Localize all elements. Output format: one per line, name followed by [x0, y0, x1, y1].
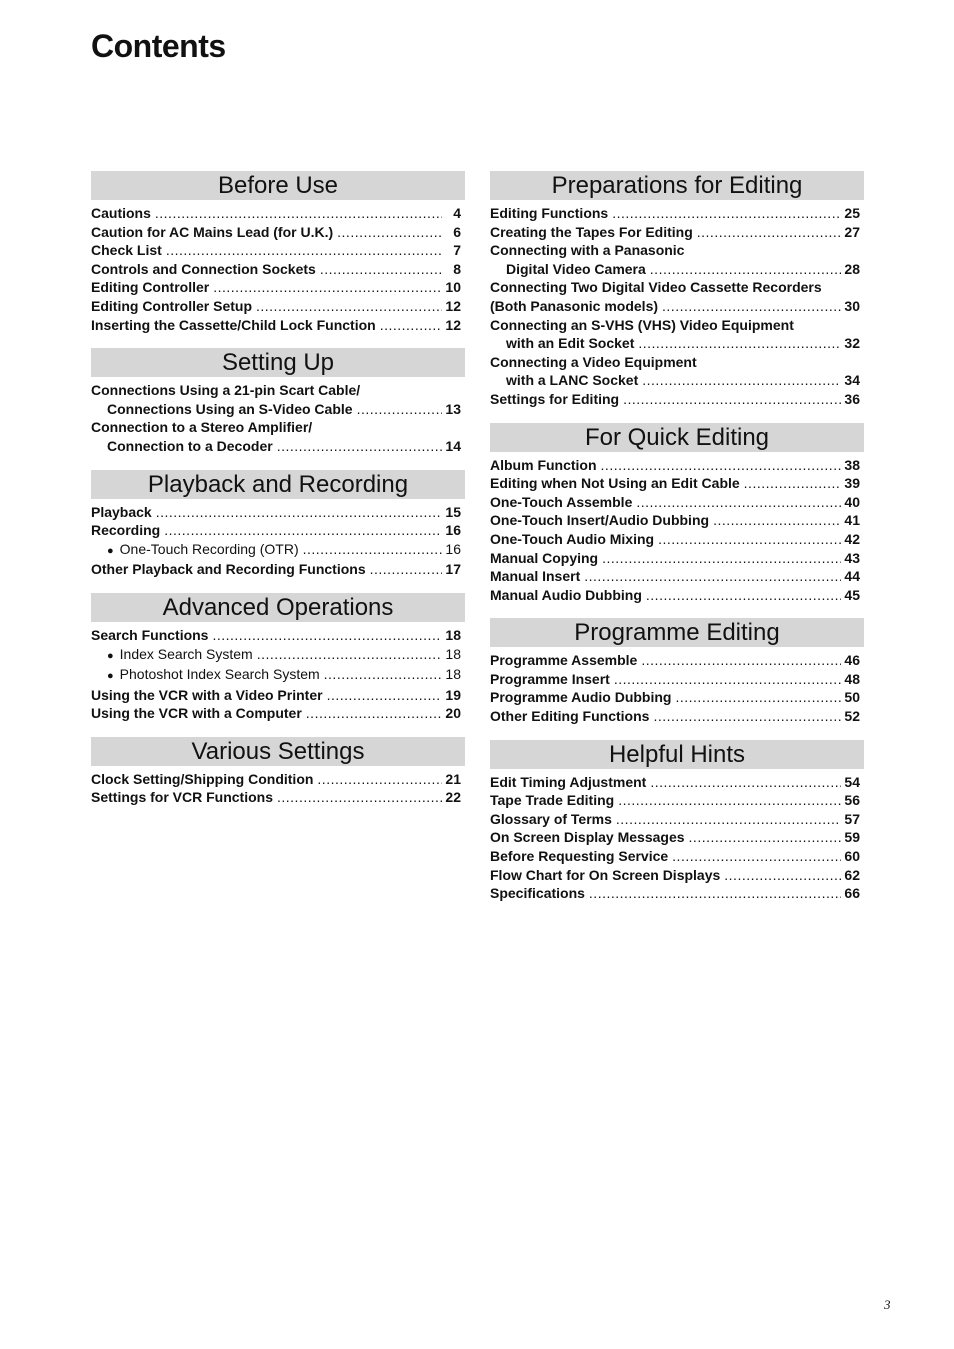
- toc-entry[interactable]: [490, 493, 860, 512]
- toc-entry[interactable]: [490, 223, 860, 242]
- toc-entry[interactable]: [490, 456, 860, 475]
- section-heading: Playback and Recording: [91, 470, 465, 499]
- toc-entry[interactable]: [490, 884, 860, 903]
- dot-leader: [306, 704, 442, 723]
- section-heading: Before Use: [91, 171, 465, 200]
- section-entries: [490, 204, 864, 409]
- dot-leader: [614, 670, 841, 689]
- toc-page-number: 66: [844, 885, 860, 902]
- dot-leader: [650, 773, 841, 792]
- toc-entry-label: Settings for VCR Functions: [91, 789, 273, 806]
- toc-entry-label: Manual Copying: [490, 549, 599, 566]
- toc-entry[interactable]: [91, 381, 461, 418]
- toc-entry-label-line1: Connections Using a 21-pin Scart Cable/: [91, 382, 361, 399]
- toc-section: [490, 423, 864, 605]
- toc-page-number: 52: [844, 708, 860, 725]
- toc-entry[interactable]: [490, 390, 860, 409]
- toc-entry[interactable]: [91, 521, 461, 540]
- toc-entry-label: Flow Chart for On Screen Displays: [490, 866, 721, 883]
- dot-leader: [672, 847, 841, 866]
- toc-page-number: 7: [453, 242, 461, 259]
- dot-leader: [642, 371, 841, 390]
- toc-entry-label-line1: Connecting an S-VHS (VHS) Video Equipment: [490, 316, 794, 333]
- toc-section: [91, 593, 465, 723]
- dot-leader: [662, 297, 841, 316]
- section-heading: Preparations for Editing: [490, 171, 864, 200]
- toc-section: [91, 348, 465, 455]
- toc-entry[interactable]: [490, 567, 860, 586]
- page-title: Contents: [91, 28, 226, 64]
- toc-entry[interactable]: [490, 511, 860, 530]
- toc-entry[interactable]: [490, 773, 860, 792]
- bullet-icon: ●: [107, 670, 114, 683]
- toc-entry-label: Clock Setting/Shipping Condition: [91, 770, 314, 787]
- toc-entry[interactable]: [490, 353, 860, 390]
- toc-entry-label: Cautions: [91, 205, 151, 221]
- toc-entry-label: Recording: [91, 522, 161, 539]
- toc-entry-label: Programme Audio Dubbing: [490, 689, 672, 706]
- section-heading: Advanced Operations: [91, 593, 465, 622]
- dot-leader: [164, 521, 442, 540]
- toc-entry-label-line1: Connection to a Stereo Amplifier/: [91, 419, 313, 436]
- dot-leader: [724, 866, 841, 885]
- toc-entry-label: Other Editing Functions: [490, 708, 650, 725]
- toc-entry[interactable]: [490, 828, 860, 847]
- toc-entry-label: On Screen Display Messages: [490, 829, 685, 846]
- toc-entry-label: Editing Controller: [91, 279, 210, 296]
- toc-entry-label-line1: Connecting a Video Equipment: [490, 353, 697, 370]
- toc-page-number: 34: [844, 372, 860, 389]
- toc-entry[interactable]: [490, 549, 860, 568]
- toc-entry-label: Check List: [91, 242, 162, 259]
- dot-leader: [337, 223, 442, 242]
- toc-entry[interactable]: [490, 204, 860, 223]
- toc-page-number: 15: [445, 503, 461, 520]
- toc-entry-label: One-Touch Audio Mixing: [490, 530, 655, 547]
- toc-entry[interactable]: [91, 503, 461, 522]
- right-column: [490, 171, 864, 917]
- toc-page-number: 16: [445, 540, 461, 557]
- dot-leader: [641, 651, 841, 670]
- dot-leader: [689, 828, 841, 847]
- left-column: [91, 171, 465, 821]
- dot-leader: [155, 204, 442, 223]
- toc-entry[interactable]: [91, 204, 461, 223]
- toc-entry-label: Album Function: [490, 456, 597, 473]
- toc-entry-label: Manual Audio Dubbing: [490, 586, 642, 603]
- section-entries: [490, 773, 864, 903]
- toc-page-number: 50: [844, 689, 860, 706]
- dot-leader: [697, 223, 841, 242]
- toc-entry-label: Editing when Not Using an Edit Cable: [490, 475, 740, 492]
- toc-entry[interactable]: [490, 707, 860, 726]
- toc-entry-label: Search Functions: [91, 626, 209, 643]
- toc-entry-label: Index Search System: [119, 645, 253, 662]
- toc-entry-label: Tape Trade Editing: [490, 792, 615, 809]
- toc-page-number: 10: [445, 279, 461, 296]
- toc-page-number: 22: [445, 789, 461, 806]
- toc-entry[interactable]: [490, 688, 860, 707]
- dot-leader: [212, 626, 442, 645]
- dot-leader: [156, 503, 442, 522]
- section-heading: Various Settings: [91, 737, 465, 766]
- dot-leader: [320, 260, 442, 279]
- toc-page-number: 28: [844, 260, 860, 277]
- dot-leader: [327, 686, 442, 705]
- toc-page-number: 8: [453, 260, 461, 277]
- toc-entry-label: One-Touch Recording (OTR): [119, 540, 299, 557]
- toc-page-number: 19: [445, 686, 461, 703]
- toc-page-number: 20: [445, 705, 461, 722]
- toc-entry[interactable]: [490, 651, 860, 670]
- toc-entry[interactable]: [91, 223, 461, 242]
- toc-entry[interactable]: [490, 810, 860, 829]
- toc-entry[interactable]: [490, 586, 860, 605]
- dot-leader: [303, 540, 442, 559]
- toc-entry[interactable]: [91, 560, 461, 579]
- toc-entry-label-line1: Connecting with a Panasonic: [490, 242, 685, 259]
- toc-entry-label: Inserting the Cassette/Child Lock Function: [91, 316, 376, 333]
- section-entries: [91, 204, 465, 334]
- toc-entry[interactable]: [490, 847, 860, 866]
- toc-entry-label: Connection to a Decoder: [107, 437, 273, 454]
- toc-page-number: 39: [844, 475, 860, 492]
- dot-leader: [616, 810, 841, 829]
- toc-entry-label: Specifications: [490, 885, 585, 902]
- dot-leader: [317, 770, 442, 789]
- toc-entry-label: Editing Controller Setup: [91, 297, 252, 314]
- toc-entry-label: One-Touch Assemble: [490, 493, 633, 510]
- section-heading: Programme Editing: [490, 618, 864, 647]
- toc-subentry[interactable]: [91, 645, 461, 666]
- dot-leader: [612, 204, 841, 223]
- dot-leader: [650, 260, 841, 279]
- dot-leader: [277, 788, 442, 807]
- toc-entry[interactable]: [91, 260, 461, 279]
- dot-leader: [744, 474, 841, 493]
- toc-entry-label: Settings for Editing: [490, 390, 620, 407]
- toc-page-number: 18: [445, 666, 461, 683]
- toc-entry-label: Caution for AC Mains Lead (for U.K.): [91, 223, 334, 240]
- toc-entry[interactable]: [490, 866, 860, 885]
- toc-section: [91, 737, 465, 807]
- toc-entry[interactable]: [91, 788, 461, 807]
- toc-page-number: 30: [844, 297, 860, 314]
- toc-entry[interactable]: [91, 418, 461, 455]
- toc-entry[interactable]: [490, 241, 860, 278]
- dot-leader: [646, 586, 841, 605]
- toc-page-number: 14: [445, 437, 461, 454]
- toc-section: [91, 171, 465, 334]
- toc-entry-label: Manual Insert: [490, 568, 581, 585]
- section-entries: [490, 456, 864, 605]
- page-number: 3: [884, 1297, 891, 1312]
- toc-entry[interactable]: [91, 686, 461, 705]
- toc-page-number: 54: [844, 773, 860, 790]
- dot-leader: [357, 400, 442, 419]
- toc-page-number: 12: [445, 297, 461, 314]
- toc-entry[interactable]: [490, 278, 860, 315]
- toc-entry-label: Playback: [91, 503, 152, 520]
- dot-leader: [380, 316, 442, 335]
- toc-page-number: 60: [844, 848, 860, 865]
- toc-entry-label: Programme Assemble: [490, 652, 638, 669]
- toc-entry[interactable]: [91, 316, 461, 335]
- dot-leader: [256, 297, 442, 316]
- toc-page-number: 21: [445, 770, 461, 787]
- section-heading: For Quick Editing: [490, 423, 864, 452]
- toc-section: [490, 618, 864, 725]
- toc-entry-label: Using the VCR with a Computer: [91, 705, 302, 722]
- toc-subentry[interactable]: [91, 665, 461, 686]
- toc-page-number: 12: [445, 316, 461, 333]
- toc-entry-label: Programme Insert: [490, 670, 610, 687]
- bullet-icon: ●: [107, 649, 114, 662]
- toc-entry-label: (Both Panasonic models): [490, 297, 659, 314]
- dot-leader: [658, 530, 841, 549]
- dot-leader: [653, 707, 841, 726]
- toc-entry-label: Using the VCR with a Video Printer: [91, 686, 323, 703]
- toc-entry[interactable]: [490, 316, 860, 353]
- dot-leader: [713, 511, 841, 530]
- toc-page-number: 46: [844, 652, 860, 669]
- toc-entry-label: Glossary of Terms: [490, 810, 612, 827]
- toc-entry-label: One-Touch Insert/Audio Dubbing: [490, 512, 710, 529]
- toc-section: [490, 171, 864, 409]
- toc-page-number: 18: [445, 645, 461, 662]
- section-entries: [91, 770, 465, 807]
- dot-leader: [675, 688, 841, 707]
- toc-page-number: 48: [844, 670, 860, 687]
- section-entries: [91, 503, 465, 579]
- toc-section: [490, 740, 864, 903]
- toc-page-number: 57: [844, 810, 860, 827]
- toc-page-number: 18: [445, 626, 461, 643]
- dot-leader: [257, 645, 442, 664]
- toc-entry[interactable]: [91, 704, 461, 723]
- dot-leader: [584, 567, 841, 586]
- toc-entry-label: Before Requesting Service: [490, 848, 669, 865]
- toc-page-number: 27: [844, 223, 860, 240]
- toc-entry[interactable]: [91, 241, 461, 260]
- toc-entry-label-line1: Connecting Two Digital Video Cassette Recorders: [490, 279, 822, 296]
- toc-page-number: 13: [445, 400, 461, 417]
- toc-entry[interactable]: [91, 626, 461, 645]
- section-entries: [91, 626, 465, 723]
- toc-section: [91, 470, 465, 579]
- toc-entry-label: Connections Using an S-Video Cable: [107, 400, 353, 417]
- toc-page-number: 59: [844, 829, 860, 846]
- dot-leader: [623, 390, 841, 409]
- dot-leader: [618, 791, 841, 810]
- dot-leader: [277, 437, 442, 456]
- toc-entry[interactable]: [91, 297, 461, 316]
- toc-page-number: 44: [844, 568, 860, 585]
- toc-entry[interactable]: [490, 474, 860, 493]
- toc-entry-label: Digital Video Camera: [506, 260, 646, 277]
- toc-page-number: 45: [844, 586, 860, 603]
- toc-entry-label: with an Edit Socket: [506, 335, 635, 352]
- toc-page-number: 43: [844, 549, 860, 566]
- toc-page-number: 25: [844, 205, 860, 221]
- dot-leader: [589, 884, 841, 903]
- toc-page-number: 6: [453, 223, 461, 240]
- section-entries: [91, 381, 465, 455]
- dot-leader: [602, 549, 841, 568]
- toc-entry[interactable]: [490, 670, 860, 689]
- section-heading: Setting Up: [91, 348, 465, 377]
- bullet-icon: ●: [107, 544, 114, 557]
- toc-entry[interactable]: [91, 770, 461, 789]
- toc-page-number: 56: [844, 792, 860, 809]
- section-entries: [490, 651, 864, 725]
- toc-page-number: 42: [844, 530, 860, 547]
- toc-page-number: 17: [445, 561, 461, 578]
- toc-entry-label: Editing Functions: [490, 205, 609, 221]
- toc-page-number: 32: [844, 335, 860, 352]
- toc-page-number: 40: [844, 493, 860, 510]
- toc-entry-label: with a LANC Socket: [506, 372, 639, 389]
- dot-leader: [213, 278, 442, 297]
- toc-page-number: 38: [844, 456, 860, 473]
- toc-page-number: 41: [844, 512, 860, 529]
- toc-entry-label: Other Playback and Recording Functions: [91, 561, 366, 578]
- toc-entry-label: Controls and Connection Sockets: [91, 260, 316, 277]
- dot-leader: [166, 241, 442, 260]
- toc-subentry[interactable]: [91, 540, 461, 561]
- dot-leader: [370, 560, 442, 579]
- toc-entry[interactable]: [91, 278, 461, 297]
- toc-entry-label: Edit Timing Adjustment: [490, 773, 647, 790]
- toc-entry[interactable]: [490, 791, 860, 810]
- dot-leader: [638, 334, 841, 353]
- toc-entry-label: Photoshot Index Search System: [119, 666, 320, 683]
- toc-page-number: 4: [453, 205, 461, 221]
- dot-leader: [636, 493, 841, 512]
- dot-leader: [601, 456, 841, 475]
- toc-page-number: 36: [844, 390, 860, 407]
- dot-leader: [324, 665, 442, 684]
- section-heading: Helpful Hints: [490, 740, 864, 769]
- toc-page-number: 62: [844, 866, 860, 883]
- toc-page-number: 16: [445, 522, 461, 539]
- toc-entry[interactable]: [490, 530, 860, 549]
- toc-entry-label: Creating the Tapes For Editing: [490, 223, 693, 240]
